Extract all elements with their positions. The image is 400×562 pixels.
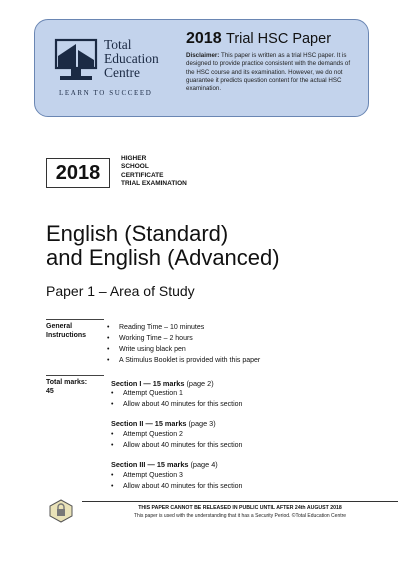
section-page: (page 4) xyxy=(190,460,218,469)
header-year: 2018 xyxy=(186,30,222,47)
general-instructions-list xyxy=(107,322,260,366)
exam-year-box: 2018 xyxy=(46,158,110,188)
disclaimer-text: This paper is written as a trial HSC paper. It is designed to provide practice consistent with the demands of the HSC course and its examination. However, we do not guarantee it predicts question content for the actual HSC examination. xyxy=(186,52,351,93)
logo-tagline: LEARN TO SUCCEED xyxy=(59,89,153,97)
cert-line: HIGHER xyxy=(121,155,147,162)
cert-line: TRIAL EXAMINATION xyxy=(121,179,187,187)
section-heading xyxy=(111,378,214,389)
section-bullets xyxy=(111,430,242,451)
list-item: • Allow about 40 minutes for this section xyxy=(111,441,242,452)
total-marks-label xyxy=(46,378,87,396)
general-instructions-label xyxy=(46,322,86,340)
paper-subtitle: Paper 1 – Area of Study xyxy=(46,283,195,299)
release-notice: THIS PAPER CANNOT BE RELEASED IN PUBLIC UNTIL AFTER 24th AUGUST 2018 xyxy=(138,505,342,511)
section-page: (page 2) xyxy=(186,379,214,388)
label-line: Instructions xyxy=(46,332,87,339)
list-item: • Allow about 40 minutes for this section xyxy=(111,400,242,411)
label-line: Total marks: xyxy=(46,379,88,386)
logo-line: Total xyxy=(104,37,132,52)
list-item: • Write using black pen xyxy=(107,344,260,355)
list-item: • Attempt Question 1 xyxy=(111,389,242,400)
list-item: • Attempt Question 2 xyxy=(111,430,242,441)
total-marks-value: 45 xyxy=(46,388,54,395)
list-item: • A Stimulus Booklet is provided with this paper xyxy=(107,355,260,366)
list-item: • Attempt Question 3 xyxy=(111,471,242,482)
section-name: Section II — 15 marks xyxy=(111,419,187,428)
exam-title-line2: and English (Advanced) xyxy=(46,245,280,270)
logo-line: Education xyxy=(104,51,159,66)
disclaimer xyxy=(186,52,358,93)
cert-line: SCHOOL xyxy=(121,163,149,171)
security-badge-icon xyxy=(48,499,74,523)
label-line: General xyxy=(46,323,73,330)
header-title: Trial HSC Paper xyxy=(226,31,332,47)
security-notice: This paper is used with the understanding that it has a Security Period. ©Total Education Centre xyxy=(133,513,347,519)
exam-title: English (Standard) xyxy=(46,221,229,246)
section-heading xyxy=(111,418,216,429)
certificate-label xyxy=(121,155,187,188)
divider xyxy=(46,375,104,376)
list-item: • Allow about 40 minutes for this section xyxy=(111,482,242,493)
logo-wordmark xyxy=(104,38,159,80)
section-name: Section I — 15 marks xyxy=(111,379,185,388)
section-bullets xyxy=(111,389,242,410)
divider xyxy=(46,319,104,320)
logo-icon xyxy=(52,38,102,88)
cert-line: CERTIFICATE xyxy=(121,171,164,179)
section-page: (page 3) xyxy=(188,419,216,428)
disclaimer-label: Disclaimer: xyxy=(186,52,220,59)
section-heading xyxy=(111,459,218,470)
logo-line: Centre xyxy=(104,65,140,80)
list-item: • Working Time – 2 hours xyxy=(107,333,260,344)
section-name: Section III — 15 marks xyxy=(111,460,189,469)
footer-divider xyxy=(82,501,398,502)
list-item: • Reading Time – 10 minutes xyxy=(107,322,260,333)
section-bullets xyxy=(111,471,242,492)
